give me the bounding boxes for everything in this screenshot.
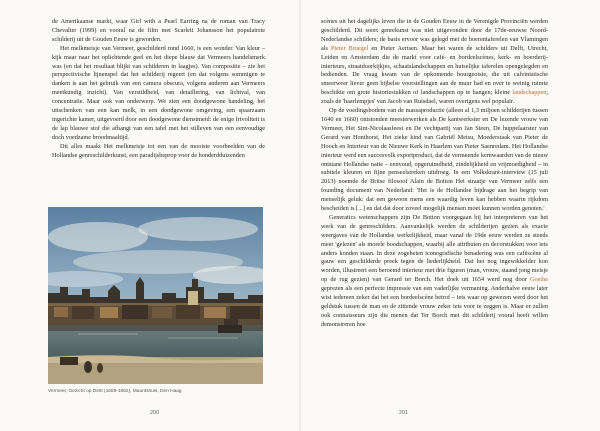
right-p1-text-a: scènes uit het dagelijks leven die in de Gouden Eeuw in de Verenigde Provinciën werden geschilderd. Dit soort genrekunst was niet uitgevonden door de 17de-eeuwse Noord-Nederlandse schilders; de basis ervoor was gelegd met de boerentaferelen van Vlamingen als [321, 18, 548, 52]
right-p3-text-b: geprezen als een perfecte impressie van een vaderlijke vermaning. Anderhalve eeuw later wist iedereen zeker dat het een bordeelscène betrof – iets waar op gewezen werd door het geldstuk tussen de man en de zittende vrouw zeker iets voor te zeggen is. Maar er zullen ook connaisseurs zijn die menen dat Ter Borch met dit schilderij vooral heeft willen demonstreren hoe [321, 285, 548, 328]
painting-view-of-delft [48, 207, 263, 384]
right-page [301, 0, 600, 431]
left-paragraph-1: de Amerikaanse markt, waar Girl with a Pearl Earring na de roman van Tracy Chevalier (1999) en vooral na de film met Scarlett Johansson het populairste schilderij uit de Gouden Eeuw is geworden. [52, 18, 265, 43]
right-p1-text-c: , zoals de 'haarlempjes' van Jacob van Ruisdael, waren overigens wel populair. [321, 89, 548, 106]
right-paragraph-2: Op de voedingsbodem van de massaproductie (alleen al 1,3 miljoen schilderijen tussen 1640 en 1660) ontstonden meesterwerken als De kantwerkster en De lezende vrouw van Vermeer, Het Sint-Nicolaasfeest en De vechtpartij van Jan Steen, De huppelaarster van Gerard van Honthorst, Het zieke kind van Gabriël Metsu, Moederstaak van Pieter de Hooch en Interieur van de Nieuwe Kerk in Haarlem van Pieter Saenredam. Het Hollandse interieur werd een succesvolk exportproduct, dat de vermeende kernwaarden van de nieuw ontstane Hollandse natie – eenvoud, opgeruimdheid, zindelijkheid en vrijmoedigheid – in subtiele kleuren en fijne penseelstreken uitdroeg. In een Volkskrant-interview (15 juli 2013) noemde de Britse filosoof Alain de Botton Het straatje van Vermeer zelfs een founding document van Nederland: 'Het is de Hollandse bijdrage aan het begrip van menselijk geluk: dat een gewoon mens een waardig leven kan hebben waarin rijkdom bescheiden is [...] en dat dat door zoveel mogelijk mensen moet kunnen worden genoten.' [321, 107, 548, 213]
link-pieter-bruegel[interactable]: Pieter Bruegel [330, 44, 369, 52]
left-page-number: 200 [150, 410, 160, 416]
right-p1-text-b: en Pieter Aertsen. Maar het waren de schilders uit Delft, Utrecht, Leiden en Amsterdam die de markt voor café- en bordeelscènes, kerk- en boerderij-interieurs, straatdoorkijkjes, schaatslandschappen en huiselijke taferelen opengelegden en bedienden. De vraag kwam van de opkomende bourgeoisie, die uit calvinistische smeerweer liever geen bijbelse voorstellingen aan de muur had en over te weinig ruimte beschikte om grote historiestukken of landschappen op te hangen; kleine [321, 44, 548, 97]
left-paragraph-2: Het melkmeisje van Vermeer, geschilderd rond 1660, is een wonder. Van kleur – kijk maar naar het oplichtende geel en het diepe blauw dat Vermeers handelsmerk was (en dat het resultaat blijkt van schilderen in laagjes). Van compositie – zie het perspectivische lijnenspel dat het schilderij regeert (en dat volgens sommigen te danken is aan het gebruik van een camera obscura, volgens anderen aan Vermeers meetkundig inzicht). Van verstildheid, van detaillering, van lichtval, van concentratie. Maar ook van onderwerp. We zien een doodgewone handeling, het uitschenken van een kan melk, in een doodgewone omgeving, een spaarzaam ingerichte kamer, uitgevoerd door een doodgewone dienstmeid: de enige frivoliteit is de lap blauwe stof die afhangt van een tafel met het stilleven van een eenvoudige doch voedzame broodmaaltijd. [52, 44, 265, 141]
link-goethe[interactable]: Goethe [529, 276, 548, 284]
right-paragraph-1 [321, 18, 548, 107]
left-page-text [52, 18, 265, 161]
link-landschappen[interactable]: landschappen [512, 89, 547, 97]
right-p3-text-a: Generatics wetenschappers zijn De Botton voorgegaan bij het interpreteren van het werk van de genreschilders. Aanvankelijk werden de schilderijen gezien als exacte weergaves van de Hollandse werkelijkheid, maar vanaf de 19de eeuw werden ze steeds meer 'gelezen' als morele boodschappen, waarbij alle attributen en decorstukken voor iets anders konden staan. In deze zogeheten iconografische benadering was een cafëscène al gauw een geschilderde preek tegen de liederlijkheid. Dat het nog ingewikkelder kon worden, illustreert een beroemd interieur met drie figuren (man, vrouw, staand jong meisje op de rug gezien) van Gerard ter Borch. Het doek uit 1654 werd nog door [321, 213, 548, 284]
painting-illustration [48, 207, 263, 384]
left-page [0, 0, 299, 431]
right-paragraph-3 [321, 214, 548, 330]
right-page-number: 201 [399, 410, 409, 416]
left-paragraph-3: Dit alles maakt Het melkmeisje tot een van de mooiste voorbeelden van de Hollandse genreschilderkunst, een paradijsbeprop voor de honderdduizenden [52, 142, 265, 159]
figure-caption: Vermeer, Gezicht op Delft (1659-1662), Mauritshuis, Den Haag [48, 389, 182, 394]
right-page-text [321, 18, 548, 330]
